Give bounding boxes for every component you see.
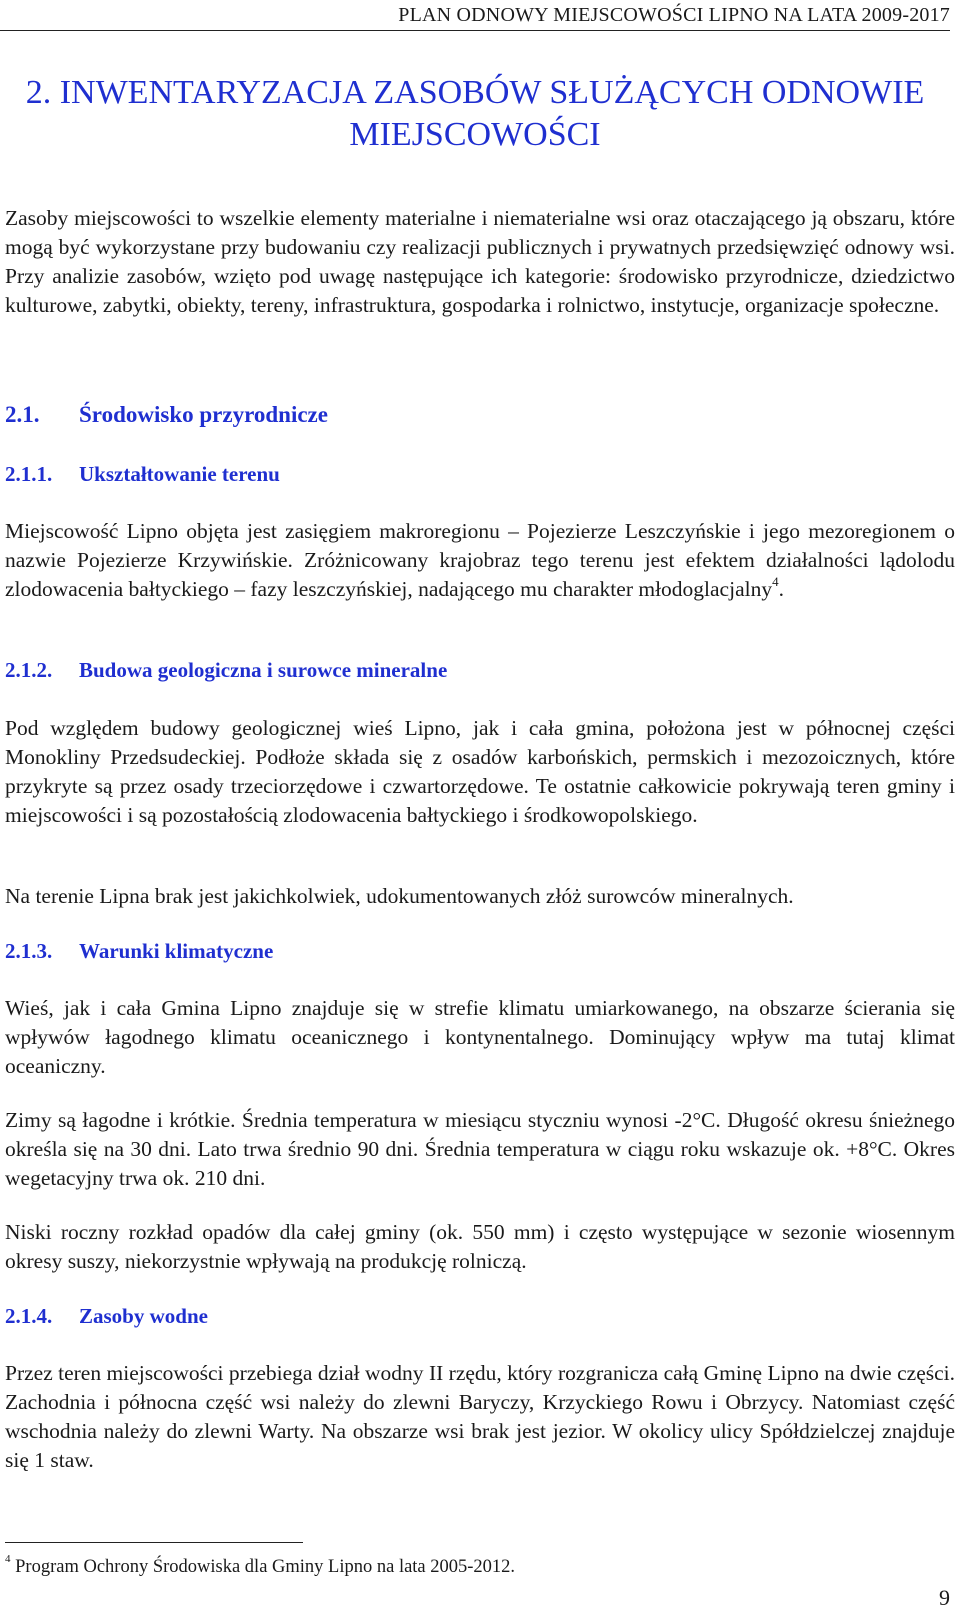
chapter-title-line-1: 2. INWENTARYZACJA ZASOBÓW SŁUŻĄCYCH ODNOWIE [25,74,925,111]
page-number: 9 [939,1585,950,1610]
terrain-text-end: . [778,577,784,601]
geology-paragraph-2: Na terenie Lipna brak jest jakichkolwiek, udokumentowanych złóż surowców mineralnych. [5,884,794,908]
section-title: Warunki klimatyczne [79,939,274,963]
water-paragraph: Przez teren miejscowości przebiega dział wodny II rzędu, który rozgranicza całą Gminę Lipno na dwie części. Zachodnia i północna część wsi należy do zlewni Baryczy, Krzyckiego Rowu i Obrzycy. Natomiast część wschodnia należy do zlewni Warty. Na obszarze wsi brak jest jezior. W okolicy ulicy Spółdzielczej znajduje się 1 staw. [5,1361,955,1472]
section-heading-2-1-1 [5,462,280,487]
section-heading-2-1 [5,402,328,428]
section-heading-2-1-3 [5,939,273,964]
chapter-title [0,72,950,156]
footnote [5,1552,516,1578]
section-title: Budowa geologiczna i surowce mineralne [79,658,448,682]
terrain-paragraph [5,517,955,604]
section-number: 2.1. [5,402,40,427]
climate-paragraph-1: Wieś, jak i cała Gmina Lipno znajduje się w strefie klimatu umiarkowanego, na obszarze ścierania się wpływów łagodnego klimatu oceanicznego i kontynentalnego. Dominujący wpływ ma tutaj klimat oceaniczny. [5,996,955,1078]
section-title: Zasoby wodne [79,1304,208,1328]
footnote-text: Program Ochrony Środowiska dla Gminy Lipno na lata 2005-2012. [10,1557,516,1577]
terrain-text: Miejscowość Lipno objęta jest zasięgiem makroregionu – Pojezierze Leszczyńskie i jego mezoregionem o nazwie Pojezierze Krzywińskie. Zróżnicowany krajobraz tego terenu jest efektem działalności lądolodu zlodowacenia bałtyckiego – fazy leszczyńskiej, nadającego mu charakter młodoglacjalny [5,519,955,601]
section-number: 2.1.2. [5,658,53,682]
footnote-reference: 4 [772,573,779,589]
climate-paragraph-3: Niski roczny rozkład opadów dla całej gminy (ok. 550 mm) i często występujące w sezonie wiosennym okresy suszy, niekorzystnie wpływają na produkcję rolniczą. [5,1220,955,1273]
running-header: PLAN ODNOWY MIEJSCOWOŚCI LIPNO NA LATA 2009-2017 [0,4,950,31]
section-title: Ukształtowanie terenu [79,462,280,486]
climate-paragraph-2: Zimy są łagodne i krótkie. Średnia temperatura w miesiącu styczniu wynosi -2°C. Długość okresu śnieżnego określa się na 30 dni. Lato trwa średnio 90 dni. Średnia temperatura w ciągu roku wskazuje ok. +8°C. Okres wegetacyjny trwa ok. 210 dni. [5,1108,955,1190]
section-number: 2.1.3. [5,939,53,963]
chapter-title-line-2: MIEJSCOWOŚCI [349,116,601,153]
section-heading-2-1-4 [5,1304,208,1329]
footnote-separator [5,1542,303,1543]
section-heading-2-1-2 [5,658,447,683]
footnote-marker: 4 [5,1552,11,1565]
section-number: 2.1.1. [5,462,53,486]
section-title: Środowisko przyrodnicze [79,402,328,427]
section-number: 2.1.4. [5,1304,53,1328]
geology-paragraph-1: Pod względem budowy geologicznej wieś Lipno, jak i cała gmina, położona jest w północnej części Monokliny Przedsudeckiej. Podłoże składa się z osadów karbońskich, permskich i mezozoicznych, które przykryte są przez osady trzeciorzędowe i czwartorzędowe. Te ostatnie całkowicie pokrywają teren gminy i miejscowości i są pozostałością zlodowacenia bałtyckiego i środkowopolskiego. [5,716,955,827]
intro-paragraph: Zasoby miejscowości to wszelkie elementy materialne i niematerialne wsi oraz otaczającego ją obszaru, które mogą być wykorzystane przy budowaniu czy realizacji publicznych i prywatnych przedsięwzięć odnowy wsi. Przy analizie zasobów, wzięto pod uwagę następujące ich kategorie: środowisko przyrodnicze, dziedzictwo kulturowe, zabytki, obiekty, tereny, infrastruktura, gospodarka i rolnictwo, instytucje, organizacje społeczne. [5,206,955,317]
